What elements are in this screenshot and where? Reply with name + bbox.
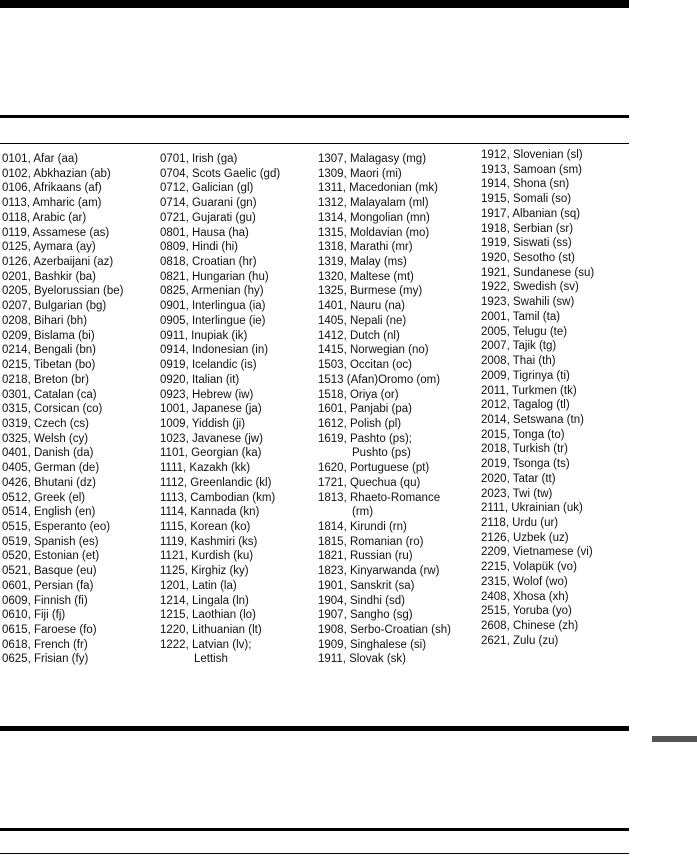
language-entry: 1405, Nepali (ne) (318, 314, 407, 327)
language-entry: 0214, Bengali (bn) (2, 344, 96, 357)
language-entry: 2209, Vietnamese (vi) (481, 546, 593, 559)
language-entry: 1513 (Afan)Oromo (om) (318, 373, 441, 386)
language-entry: 0218, Breton (br) (2, 373, 89, 386)
language-entry: 0704, Scots Gaelic (gd) (160, 167, 281, 180)
language-entry: 1911, Slovak (sk) (318, 653, 406, 666)
language-entry: 0405, German (de) (2, 462, 100, 475)
language-entry: 0721, Gujarati (gu) (160, 211, 256, 224)
language-entry: 2011, Turkmen (tk) (481, 384, 577, 397)
language-entry: Pushto (ps) (352, 447, 411, 460)
language-entry: Lettish (194, 653, 228, 666)
section-tab-marker (652, 736, 697, 742)
language-entry: 1908, Serbo-Croatian (sh) (318, 624, 451, 636)
language-entry: 1917, Albanian (sq) (481, 207, 581, 220)
language-entry: 2020, Tatar (tt) (481, 472, 556, 485)
language-entry: 1319, Malay (ms) (318, 256, 407, 269)
language-entry: 1601, Panjabi (pa) (318, 403, 412, 416)
language-entry: 1009, Yiddish (ji) (160, 417, 246, 430)
language-column-4 (481, 148, 641, 648)
language-entry: 1912, Slovenian (sl) (481, 149, 583, 161)
language-entry: 1201, Latin (la) (160, 579, 237, 592)
language-entry: 1309, Maori (mi) (318, 167, 402, 180)
language-entry: 2005, Telugu (te) (481, 325, 568, 338)
language-entry: 1222, Latvian (lv); (160, 638, 252, 651)
language-entry: 0610, Fiji (fj) (2, 609, 66, 622)
language-entry: 1907, Sangho (sg) (318, 609, 413, 622)
language-entry: 1813, Rhaeto-Romance (318, 491, 441, 504)
language-entry: 0515, Esperanto (eo) (2, 520, 111, 533)
language-entry: 1125, Kirghiz (ky) (160, 565, 249, 578)
language-column-2 (160, 152, 320, 667)
language-entry: 1214, Lingala (ln) (160, 594, 249, 607)
language-entry: 0821, Hungarian (hu) (160, 270, 269, 283)
language-entry: 2001, Tamil (ta) (481, 310, 561, 323)
language-entry: 1901, Sanskrit (sa) (318, 579, 415, 592)
language-entry: 1919, Siswati (ss) (481, 237, 572, 250)
language-entry: 1612, Polish (pl) (318, 417, 402, 430)
language-entry: 0215, Tibetan (bo) (2, 359, 96, 372)
language-entry: 0905, Interlingue (ie) (160, 314, 266, 327)
language-entry: 0911, Inupiak (ik) (160, 329, 248, 342)
language-entry: 1814, Kirundi (rn) (318, 520, 407, 533)
language-entry: 2008, Thai (th) (481, 355, 556, 368)
language-entry: 0519, Spanish (es) (2, 535, 99, 548)
language-entry: 1503, Occitan (oc) (318, 359, 412, 372)
language-entry: (rm) (352, 506, 374, 519)
language-entry: 2019, Tsonga (ts) (481, 458, 570, 471)
language-entry: 1115, Korean (ko) (160, 520, 251, 533)
language-entry: 1823, Kinyarwanda (rw) (318, 565, 440, 578)
language-entry: 0106, Afrikaans (af) (2, 182, 102, 195)
language-entry: 1113, Cambodian (km) (160, 491, 276, 504)
language-entry: 0205, Byelorussian (be) (2, 285, 124, 298)
footer-rule (0, 828, 629, 831)
language-entry: 0521, Basque (eu) (2, 565, 97, 578)
language-entry: 1220, Lithuanian (lt) (160, 624, 262, 636)
language-entry: 0325, Welsh (cy) (2, 432, 89, 445)
language-entry: 1815, Romanian (ro) (318, 535, 424, 548)
language-entry: 1112, Greenlandic (kl) (160, 476, 272, 489)
language-entry: 1121, Kurdish (ku) (160, 550, 254, 563)
language-entry: 0102, Abkhazian (ab) (2, 167, 111, 180)
language-entry: 0520, Estonian (et) (2, 550, 100, 563)
language-entry: 1909, Singhalese (si) (318, 638, 427, 651)
table-header-rule (0, 143, 629, 144)
language-column-3 (318, 152, 478, 667)
language-entry: 1101, Georgian (ka) (160, 447, 262, 460)
language-entry: 1114, Kannada (kn) (160, 506, 260, 519)
language-entry: 1821, Russian (ru) (318, 550, 413, 563)
language-entry: 2621, Zulu (zu) (481, 634, 559, 647)
language-entry: 0825, Armenian (hy) (160, 285, 264, 298)
language-entry: 2126, Uzbek (uz) (481, 531, 569, 544)
language-entry: 2023, Twi (tw) (481, 487, 553, 500)
language-entry: 1111, Kazakh (kk) (160, 462, 251, 475)
language-entry: 0401, Danish (da) (2, 447, 94, 460)
language-entry: 0625, Frisian (fy) (2, 653, 89, 666)
language-entry: 0201, Bashkir (ba) (2, 270, 96, 283)
language-entry: 1913, Samoan (sm) (481, 163, 582, 176)
top-rule (0, 0, 629, 8)
language-entry: 0426, Bhutani (dz) (2, 476, 96, 489)
language-entry: 0301, Catalan (ca) (2, 388, 97, 401)
language-entry: 2014, Setswana (tn) (481, 413, 584, 426)
language-entry: 1721, Quechua (qu) (318, 476, 421, 489)
language-column-1 (2, 152, 162, 667)
language-entry: 0901, Interlingua (ia) (160, 300, 266, 313)
language-entry: 1318, Marathi (mr) (318, 241, 413, 254)
language-entry: 0118, Arabic (ar) (2, 211, 87, 224)
language-entry: 2007, Tajik (tg) (481, 340, 557, 353)
language-entry: 0609, Finnish (fi) (2, 594, 88, 607)
language-entry: 2408, Xhosa (xh) (481, 590, 569, 603)
language-entry: 0920, Italian (it) (160, 373, 240, 386)
language-entry: 0119, Assamese (as) (2, 226, 110, 239)
language-entry: 2118, Urdu (ur) (481, 516, 559, 529)
language-entry: 1619, Pashto (ps); (318, 432, 412, 445)
language-entry: 1314, Mongolian (mn) (318, 211, 430, 224)
language-entry: 1311, Macedonian (mk) (318, 182, 438, 195)
language-entry: 2608, Chinese (zh) (481, 620, 579, 632)
language-entry: 0714, Guarani (gn) (160, 197, 257, 210)
language-entry: 1401, Nauru (na) (318, 300, 405, 313)
language-entry: 2018, Turkish (tr) (481, 443, 568, 456)
language-entry: 0319, Czech (cs) (2, 417, 89, 430)
language-entry: 0315, Corsican (co) (2, 403, 103, 416)
language-entry: 2015, Tonga (to) (481, 428, 565, 441)
language-entry: 2009, Tigrinya (ti) (481, 369, 570, 382)
language-entry: 0207, Bulgarian (bg) (2, 300, 107, 313)
language-entry: 1312, Malayalam (ml) (318, 197, 429, 210)
language-entry: 1620, Portuguese (pt) (318, 462, 430, 475)
language-entry: 1412, Dutch (nl) (318, 329, 400, 342)
language-entry: 1307, Malagasy (mg) (318, 153, 427, 165)
language-entry: 0712, Galician (gl) (160, 182, 254, 195)
language-entry: 1518, Oriya (or) (318, 388, 399, 401)
language-entry: 1920, Sesotho (st) (481, 252, 575, 265)
language-entry: 1215, Laothian (lo) (160, 609, 256, 622)
language-entry: 0126, Azerbaijani (az) (2, 256, 114, 269)
language-entry: 0615, Faroese (fo) (2, 624, 97, 636)
language-entry: 2515, Yoruba (yo) (481, 605, 572, 618)
language-entry: 0801, Hausa (ha) (160, 226, 249, 239)
language-entry: 2215, Volapük (vo) (481, 561, 577, 574)
language-entry: 1320, Maltese (mt) (318, 270, 414, 283)
language-entry: 1119, Kashmiri (ks) (160, 535, 258, 548)
language-entry: 2315, Wolof (wo) (481, 575, 568, 588)
language-entry: 0125, Aymara (ay) (2, 241, 96, 254)
language-entry: 0208, Bihari (bh) (2, 314, 88, 327)
language-entry: 2012, Tagalog (tl) (481, 399, 570, 412)
language-entry: 0919, Icelandic (is) (160, 359, 257, 372)
language-entry: 1415, Norwegian (no) (318, 344, 429, 357)
language-entry: 1904, Sindhi (sd) (318, 594, 405, 607)
language-entry: 1001, Japanese (ja) (160, 403, 262, 416)
language-entry: 1914, Shona (sn) (481, 178, 570, 191)
section-rule (0, 115, 629, 118)
footer-thin-rule (0, 853, 629, 854)
language-entry: 0113, Amharic (am) (2, 197, 102, 210)
language-entry: 0514, English (en) (2, 506, 96, 519)
bottom-thick-rule (0, 726, 629, 731)
language-entry: 0914, Indonesian (in) (160, 344, 269, 357)
language-entry: 1325, Burmese (my) (318, 285, 423, 298)
language-entry: 0512, Greek (el) (2, 491, 86, 504)
language-entry: 0923, Hebrew (iw) (160, 388, 254, 401)
language-entry: 1918, Serbian (sr) (481, 222, 574, 235)
language-entry: 0701, Irish (ga) (160, 153, 238, 165)
language-entry: 1921, Sundanese (su) (481, 266, 595, 279)
language-entry: 1923, Swahili (sw) (481, 296, 575, 309)
language-entry: 2111, Ukrainian (uk) (481, 502, 583, 515)
language-entry: 1915, Somali (so) (481, 193, 572, 206)
language-entry: 0601, Persian (fa) (2, 579, 94, 592)
language-entry: 0209, Bislama (bi) (2, 329, 95, 342)
language-entry: 1922, Swedish (sv) (481, 281, 579, 294)
language-entry: 1315, Moldavian (mo) (318, 226, 430, 239)
language-entry: 0818, Croatian (hr) (160, 256, 257, 269)
language-entry: 0101, Afar (aa) (2, 153, 79, 165)
language-entry: 1023, Javanese (jw) (160, 432, 263, 445)
language-entry: 0618, French (fr) (2, 638, 88, 651)
language-entry: 0809, Hindi (hi) (160, 241, 238, 254)
